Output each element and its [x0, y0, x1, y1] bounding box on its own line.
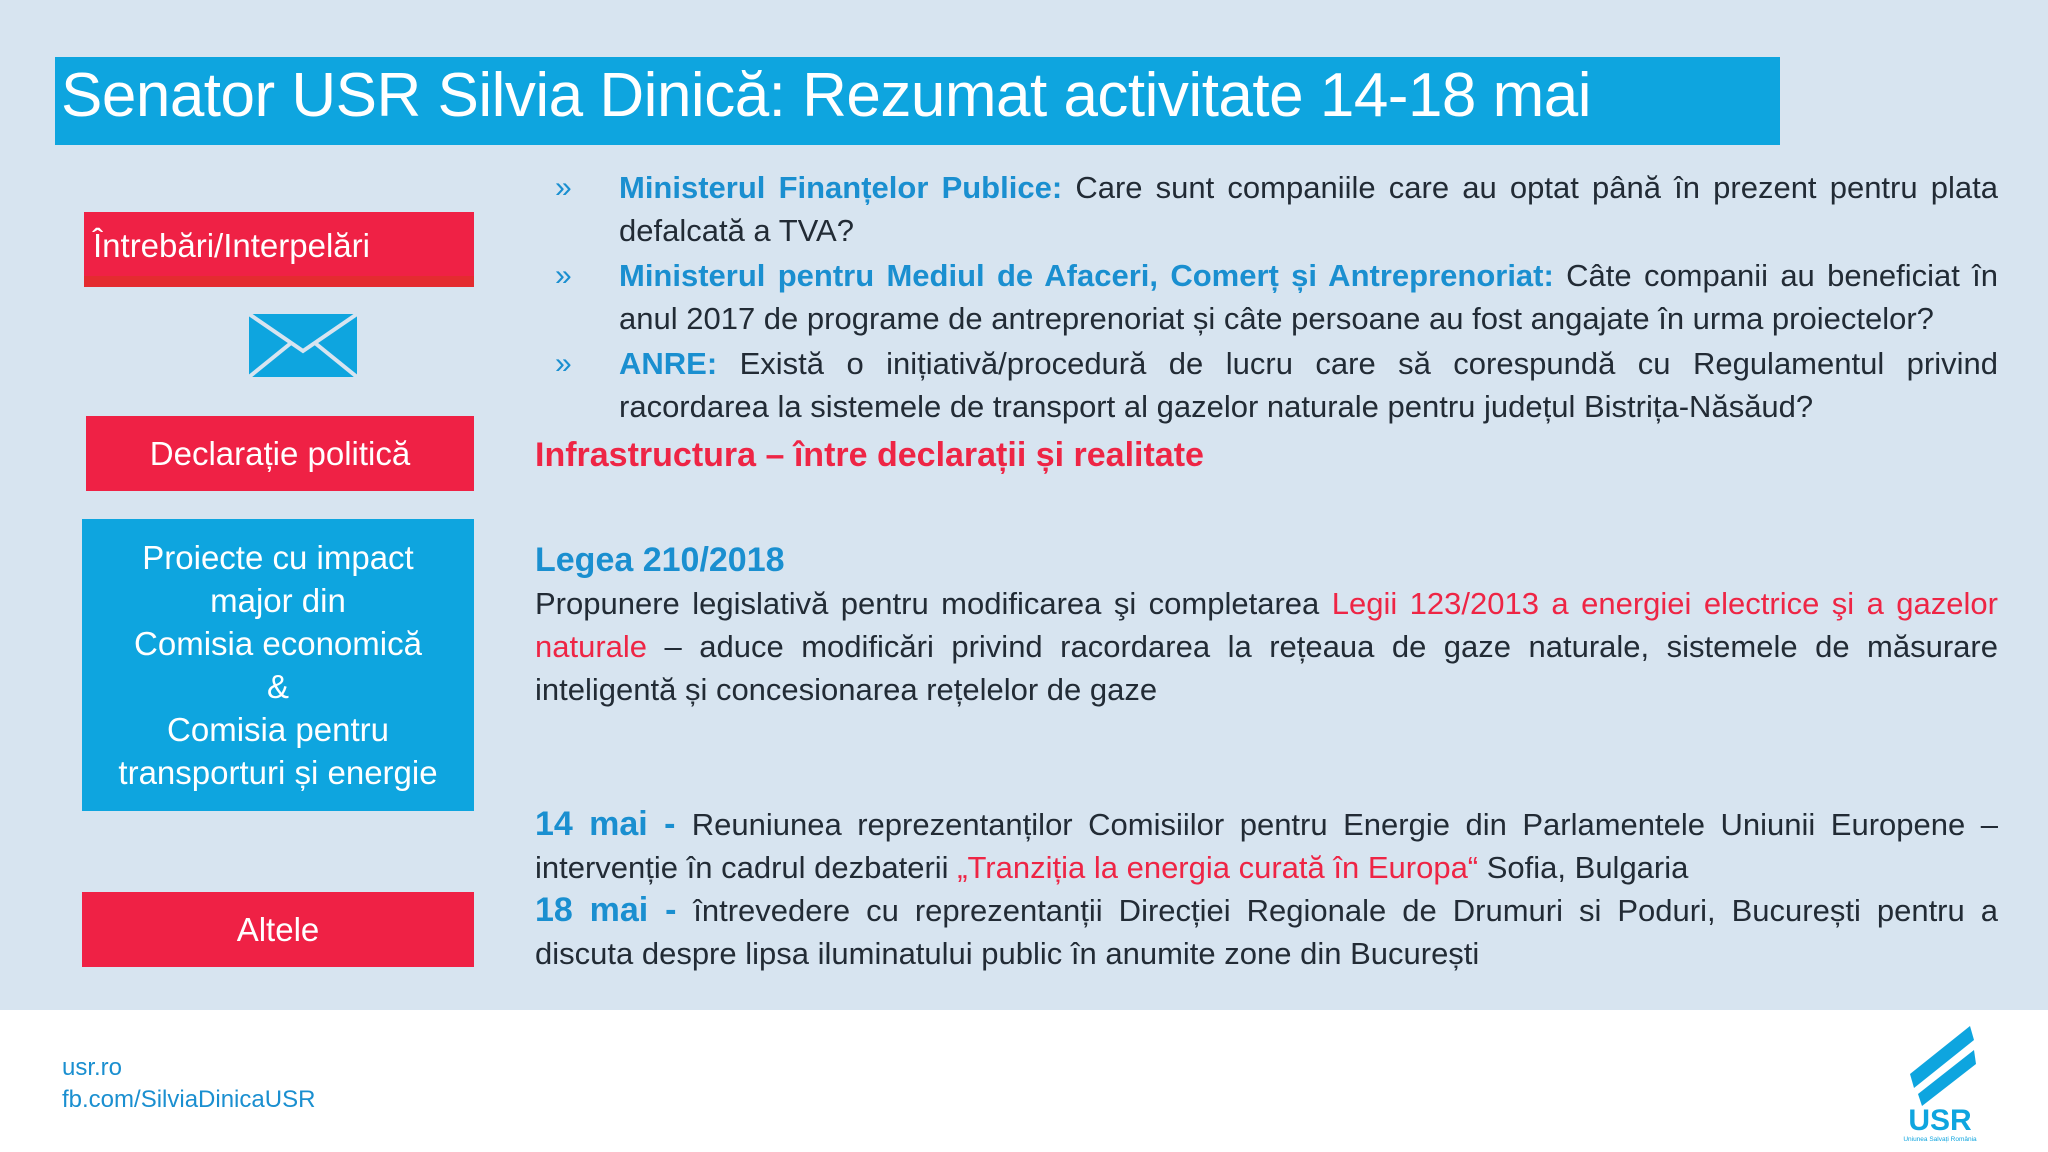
law-title: Legea 210/2018 [535, 541, 785, 579]
proiecte-line: major din [210, 582, 346, 619]
altele-label: Altele [82, 892, 474, 967]
svg-text:Uniunea Salvați România: Uniunea Salvați România [1903, 1136, 1977, 1143]
bullet-icon: » [555, 171, 572, 204]
proiecte-line: transporturi și energie [118, 754, 438, 791]
question-text: Există o inițiativă/procedură de lucru care să corespundă cu Regulamentul privind racordarea la sistemele de transport al gazelor naturale pentru județul Bistrița-Năsăud? [619, 346, 1998, 424]
event-item [535, 889, 1998, 975]
question-institution: ANRE: [619, 346, 718, 381]
question-institution: Ministerul pentru Mediul de Afaceri, Comerț și Antreprenoriat: [619, 258, 1554, 293]
page-title: Senator USR Silvia Dinică: Rezumat activitate 14-18 mai [55, 57, 1780, 145]
events-list [535, 803, 1998, 975]
facebook-link[interactable]: fb.com/SilviaDinicaUSR [62, 1086, 316, 1113]
event-item [535, 803, 1998, 889]
question-text: Câte companii au beneficiat în anul 2017 de programe de antreprenoriat și câte persoane au fost angajate în urma proiectelor? [619, 258, 1998, 336]
event-date: 14 mai - [535, 805, 692, 843]
law-reference: Legii 123/2013 a energiei electrice şi a gazelor naturale [535, 586, 1998, 664]
question-institution: Ministerul Finanțelor Publice: [619, 170, 1063, 205]
website-link[interactable]: usr.ro [62, 1054, 123, 1081]
question-item [535, 342, 1998, 428]
question-item [535, 254, 1998, 340]
bullet-icon: » [555, 259, 572, 292]
question-text: Care sunt companiile care au optat până în prezent pentru plata defalcată a TVA? [619, 170, 1998, 248]
law-text: Propunere legislativă pentru modificarea şi completarea [535, 586, 1332, 621]
proiecte-line: Proiecte cu impact [142, 539, 414, 576]
envelope-icon [248, 313, 358, 378]
proiecte-line: & [266, 668, 289, 705]
proiecte-line: Comisia pentru [167, 711, 389, 748]
event-text: Reuniunea reprezentanților Comisiilor pentru Energie din Parlamentele Uniunii Europene – intervenție în cadrul dezbaterii [535, 807, 1998, 885]
proiecte-label [82, 519, 474, 811]
law-description [535, 582, 1998, 711]
intrebari-label: Întrebări/Interpelări [84, 212, 474, 287]
event-text: întrevedere cu reprezentanții Direcției Regionale de Drumuri si Poduri, București pentru a discuta despre lipsa iluminatului public în anumite zone din București [535, 893, 1998, 971]
declaration-title: Infrastructura – între declarații și realitate [535, 436, 1204, 474]
declaratie-label: Declarație politică [86, 416, 474, 491]
law-text: – aduce modificări privind racordarea la rețeaua de gaze naturale, sistemele de măsurare inteligentă și concesionarea rețelelor de gaze [535, 629, 1998, 707]
event-date: 18 mai - [535, 891, 694, 929]
event-text: Sofia, Bulgaria [1478, 850, 1689, 885]
usr-logo [1900, 1022, 1980, 1144]
svg-text:USR: USR [1908, 1104, 1972, 1137]
footer [0, 1010, 2048, 1152]
event-highlight: „Tranziția la energia curată în Europa“ [957, 850, 1479, 885]
proiecte-line: Comisia economică [134, 625, 422, 662]
main-content [535, 166, 1998, 975]
question-item [535, 166, 1998, 252]
footer-links [62, 1052, 315, 1116]
bullet-icon: » [555, 347, 572, 380]
